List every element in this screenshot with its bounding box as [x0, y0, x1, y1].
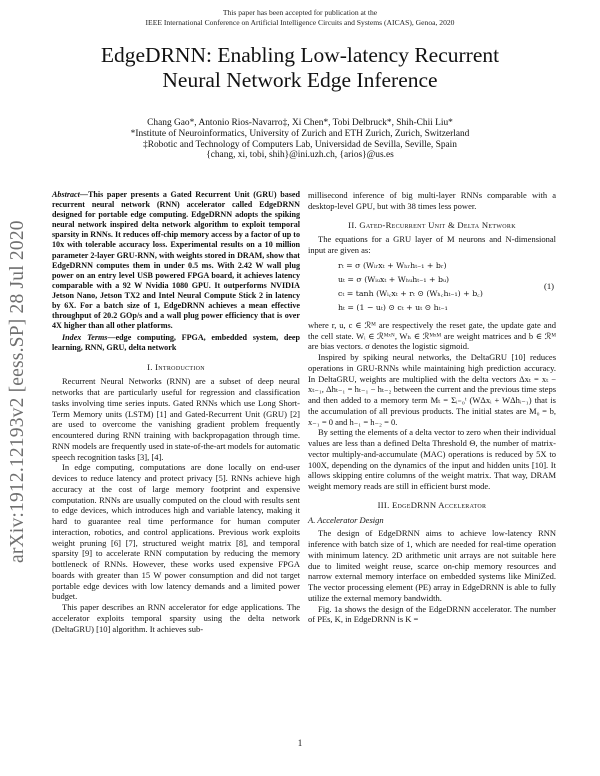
title-line-2: Neural Network Edge Inference: [162, 68, 438, 92]
accelerator-paragraph-2: Fig. 1a shows the design of the EdgeDRNN accelerator. The number of PEs, K, in EdgeDRNN is K =: [308, 603, 556, 625]
index-terms: [52, 333, 300, 353]
notice-line-1: This paper has been accepted for publication at the: [222, 8, 378, 17]
publication-notice: [0, 8, 600, 27]
author-names: Chang Gao*, Antonio Rios-Navarro‡, Xi Chen*, Tobi Delbruck*, Shih-Chii Liu*: [147, 118, 453, 128]
gru-paragraph-2: where r, u, c ∈ ℛᴹ are respectively the reset gate, the update gate and the cell state. Wᵢ ∈ ℛᴹˣᴺ, Wₕ ∈ ℛᴹˣᴹ are weight matrices and b ∈ ℛᴹ are bias vectors. σ denotes the logistic sigmoid.: [308, 319, 556, 352]
equation-update-gate: uₜ = σ (Wᵢᵤxₜ + Wₕᵤhₜ₋₁ + bᵤ): [338, 274, 450, 284]
right-paragraph-0: millisecond inference of big multi-layer RNNs comparable with a desktop-level GPU, but with 38 times less power.: [308, 190, 556, 211]
gru-paragraph-4: By setting the elements of a delta vector to zero when their individual values are less than a defined Delta Threshold Θ, the number of matrix-vector multiply-and-accumulate (MAC) operations is reduced by 5X to 100X, depending on the dynamics of the input and hidden units [10]. It allows skipping entire columns of the weight matrix. That way, DRAM weight memory reads are still in efficient burst mode.: [308, 427, 556, 491]
index-terms-lead: Index Terms: [62, 333, 108, 343]
intro-paragraph-1: Recurrent Neural Networks (RNN) are a subset of deep neural networks that are particularly useful for regression and classification tasks involving time series inputs. Gated RNNs which use Long Short-Term Memory units (LSTM) [1] and Gated-Recurrent Unit (GRU) [2] are used to overcome the vanishing gradient problem frequently encountered during RNN training with backpropagation through time. RNN models are frequently used in state-of-the-art models for automatic speech recognition tasks [3], [4].: [52, 376, 300, 462]
intro-paragraph-2: In edge computing, computations are done locally on end-user devices to reduce latency and protect privacy [5]. RNNs achieve high accuracy at the cost of large memory footprint and expensive computation. RNNs are usually computed on the cloud with results sent to edge devices, which introduces high and variable latency, making it hard to guarantee real time performance for human computer interaction, robotics, and control applications. Previous work exploits weight pruning [6] [7], structured weight matrix [8], and temporal sparsity [9] to accelerate RNN computation by reducing the memory bottleneck of RNNs. However, these works used expensive FPGA boards with greater than 15 W power consumption and did not target portable edge devices with low latency demands and a limited power budget.: [52, 462, 300, 602]
gru-paragraph-3: Inspired by spiking neural networks, the DeltaGRU [10] reduces operations in GRU-RNNs while maintaining high prediction accuracy. In DeltaGRU, weights are multiplied with the delta vectors Δxₜ = xₜ − xₜ₋₁, Δhₜ₋₁ = hₜ₋₁ − hₜ₋₂ between the current and the previous time steps and then added to a memory term Mₜ = Σᵢ₌₀ᵗ (WΔxᵢ + WΔhᵢ₋₁) that is the accumulation of all previous products. The initial states are M₀ = b, x₋₁ = 0 and h₋₁ = h₋₂ = 0.: [308, 352, 556, 427]
accelerator-paragraph-1: The design of EdgeDRNN aims to achieve low-latency RNN inference with batch size of 1, which are needed for real-time operation with minimum latency. 2D arithmetic unit arrays are not suitable here due to limited weight reuse, scarce on-chip memory resources and narrow external memory interface on embedded systems like MiniZed. The vector processing element (PE) array in EdgeDRNN is able to fully utilize the external memory bandwidth.: [308, 528, 556, 603]
index-terms-text: —edge computing, FPGA, embedded system, deep learning, RNN, GRU, delta network: [52, 333, 301, 353]
subsection-heading-design: A. Accelerator Design: [308, 514, 384, 525]
equation-number: (1): [543, 280, 554, 291]
gru-paragraph-1: The equations for a GRU layer of M neurons and N-dimensional input are given as:: [308, 234, 556, 255]
author-emails: {chang, xi, tobi, shih}@ini.uzh.ch, {arios}@us.es: [206, 150, 394, 161]
title-line-1: EdgeDRNN: Enabling Low-latency Recurrent: [100, 43, 500, 67]
abstract: [52, 190, 300, 331]
gru-equations: [308, 259, 556, 316]
left-column: [52, 190, 300, 634]
abstract-text: This paper presents a Gated Recurrent Unit (GRU) based recurrent neural network (RNN) accelerator called EdgeDRNN designed for portable edge computing. EdgeDRNN adopts the spiking neural network inspired delta network algorithm to exploit temporal sparsity in RNNs. It reduces off-chip memory access by a factor of up to 10x with tolerable accuracy loss. Experimental results on a 10 million parameter 2-layer GRU-RNN, with weights stored in DRAM, show that EdgeDRNN computes them in under 0.5 ms. With 2.42 W wall plug power on an entry level USB powered FPGA board, it achieves latency comparable with a 92 W Nvidia 1080 GPU. It outperforms NVIDIA Jetson Nano, Jetson TX2 and Intel Neural Compute Stick 2 in latency by 6X. For a batch size of 1, EdgeDRNN achieves a mean effective throughput of 20.2 GOp/s and a wall plug power efficiency that is over 4X higher than all other platforms.: [52, 190, 300, 331]
affiliation-2: ‡Robotic and Technology of Computers Lab, Universidad de Sevilla, Seville, Spain: [143, 139, 457, 150]
intro-paragraph-3: This paper describes an RNN accelerator for edge applications. The accelerator exploits temporal sparsity using the delta network (DeltaGRU) [10] algorithm. It achieves sub-: [52, 602, 300, 634]
right-column: [308, 190, 556, 625]
section-heading-gru: II. Gated-Recurrent Unit & Delta Network: [348, 219, 516, 230]
equation-hidden-state: hₜ = (1 − uₜ) ⊙ cₜ + uₜ ⊙ hₜ₋₁: [338, 302, 448, 312]
author-block: [60, 118, 540, 161]
page-number: 1: [297, 738, 303, 748]
abstract-lead: Abstract—: [52, 190, 88, 199]
paper-title: [60, 43, 540, 93]
affiliation-1: *Institute of Neuroinformatics, University of Zurich and ETH Zurich, Zurich, Switzerland: [130, 128, 470, 139]
arxiv-stamp: arXiv:1912.12193v2 [eess.SP] 28 Jul 2020: [7, 220, 28, 563]
equation-reset-gate: rₜ = σ (Wᵢᵣxₜ + Wₕᵣhₜ₋₁ + bᵣ): [338, 260, 447, 270]
notice-line-2: IEEE International Conference on Artificial Intelligence Circuits and Systems (AICAS), Genoa, 2020: [145, 17, 455, 27]
section-heading-accelerator: III. EdgeDRNN Accelerator: [377, 499, 487, 510]
section-heading-introduction: I. Introduction: [147, 361, 205, 372]
equation-cell-state: cₜ = tanh (Wᵢ꜀xₜ + rₜ ⊙ (Wₕ꜀hₜ₋₁) + b꜀): [338, 288, 483, 298]
